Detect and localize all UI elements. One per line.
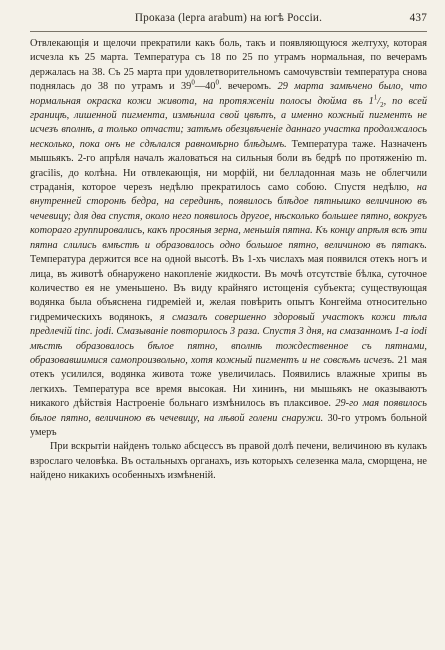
text-run: 21 мая отекъ усилился, водянка живота тоже увеличилась. Появились влажные хрипы въ легкихъ. Температура все время высокая. Ни хининъ, ни мышьякъ не оказываютъ никакого дѣйствія Настроеніе больнаго измѣнилось въ плаксивое.: [30, 354, 427, 410]
italic-run: 29 марта замѣчено было, что нормальная окраска кожи живота, на протяженіи полосы дюйма въ 1: [30, 81, 427, 107]
text-run: Температура держится все на одной высотѣ. Въ 1-хъ числахъ мая появился отекъ ногъ и лица, въ животѣ обнаружено накопленіе жидкости. Въ мочѣ отсутствіе бѣлка, суточное количество ея не уменьшено. Въ виду крайняго истощенія субъекта; существующая водянка была объяснена гидреміей и, желая повѣрить опытъ Конгейма относительно гидремическихъ водянокъ,: [30, 254, 427, 323]
text-run: Температура таже. Назначенъ мышьякъ. 2-го апрѣля началъ жаловаться на сильныя боли въ бедрѣ по протяженію m. gracilis, до колѣна. Ни отвлекающія, ни морфій, ни белладонная мазь не облегчили страданія, которое черезъ недѣлю прекратилось само собою. Спустя недѣлю,: [30, 138, 427, 194]
text-run: 30-го утромъ больной умеръ: [30, 412, 427, 438]
italic-run: , по всей границѣ, лишенной пигмента, измѣнила свой цвѣтъ, а именно кожный пигментъ не исчезъ вполнѣ, а только отчасти; затѣмъ обезцвѣченіе даннаго участка продолжалось несколько, пока онъ не сдѣлался равномѣрно блѣдымъ.: [30, 95, 427, 150]
italic-run: на внутренней сторонѣ бедра, на серединѣ, появилось блѣдое пятнышко величиною въ чечевицу; для два спустя, около него появилось другое, нѣсколько большее пятно, вокругъ котораго группировались, какъ просяныя зерна, меньшія пятна. Къ концу апрѣля всѣ эти пятна слились вмѣстѣ и образовалось одно большое пятно, величиною въ пятакъ.: [30, 182, 427, 251]
script-run: 1: [373, 93, 378, 102]
italic-run: /: [377, 95, 381, 107]
script-run: 0: [215, 78, 219, 87]
italic-run: 29-го мая появилось бѣлое пятно, величиною въ чечевицу, на лѣвой голени снаружи.: [30, 398, 427, 424]
body-text: [30, 37, 427, 484]
paragraph-case-history: [30, 37, 427, 440]
running-title: Проказа (lepra arabum) на югѣ Россіи.: [134, 12, 323, 24]
header-rule: [30, 31, 427, 32]
script-run: 0: [191, 78, 195, 87]
paragraph-autopsy: При вскрытіи найденъ только абсцессъ въ правой долѣ печени, величиною въ кулакъ взрослаго человѣка. Въ остальныхъ органахъ, изъ которыхъ селезенка мала, сморщена, не найдено никакихъ особенныхъ измѣненій.: [30, 441, 427, 482]
page-number: 437: [409, 12, 427, 24]
text-run: Отвлекающія и щелочи прекратили какъ боль, такъ и появляющуюся желтуху, которая исчезла къ 25 марта. Температура съ 18 по 25 по утрамъ нормальная, по вечерамъ держалась на 38. Съ 25 марта при удовлетворительномъ самочувствіи температура снова поднялась до 38 по утрамъ и 39: [30, 38, 427, 93]
text-run: . вечеромъ.: [218, 81, 278, 93]
script-run: 2: [380, 100, 384, 109]
italic-run: я смазалъ совершенно здоровый участокъ кожи тѣла предлечій tinc. jodi. Смазываніе повторилось 3 раза. Спустя 3 дня, на смазанномъ 1-а iodi мѣстѣ образовалось бѣлое пятно, вполнѣ тождественное съ пятнами, образовавшимися самопроизвольно, хотя кожный пигментъ и не совсѣмъ исчезъ.: [30, 311, 427, 366]
text-run: —40: [194, 81, 216, 93]
page-header: [30, 12, 427, 28]
